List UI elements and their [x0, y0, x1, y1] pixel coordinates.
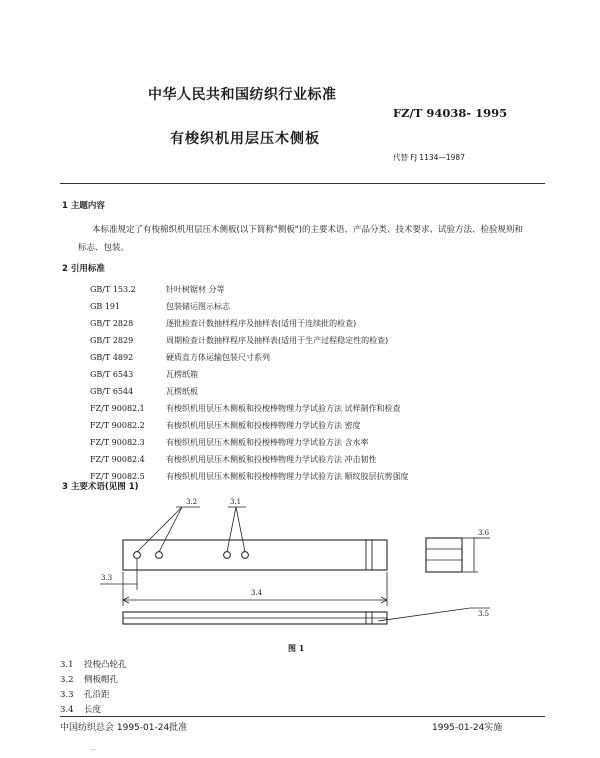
side-board-end-view: [426, 538, 462, 572]
reference-code: GB/T 153.2: [90, 285, 136, 294]
issuing-organization: 中华人民共和国纺织行业标准: [148, 87, 337, 103]
figure-caption: 图 1: [288, 643, 305, 653]
reference-title: 周期检查计数抽样程序及抽样表(适用于生产过程稳定性的检查): [166, 336, 389, 345]
replaces-note: 代替 FJ 1134—1987: [393, 153, 465, 162]
reference-code: FZ/T 90082.4: [90, 455, 145, 464]
approval-note: 中国纺织总会 1995-01-24批准: [60, 723, 188, 733]
label-leader-lines: [137, 507, 246, 552]
term-number: 3.3: [60, 690, 74, 700]
reference-code: GB/T 4892: [90, 353, 134, 362]
reference-title: 针叶树锯材 分等: [166, 285, 225, 294]
effective-date: 1995-01-24实施: [432, 723, 503, 733]
reference-code: FZ/T 90082.2: [90, 421, 145, 430]
document-title: 有梭织机用层压木侧板: [170, 131, 320, 147]
reference-title: 包装储运图示标志: [166, 302, 230, 311]
width-dimension: [462, 538, 490, 572]
footer-divider: [60, 716, 545, 717]
term-item: [60, 688, 110, 700]
label-3-1: 3.1: [230, 498, 242, 506]
cap-hole-icon: [134, 552, 163, 559]
term-label: 孔沿距: [84, 690, 110, 700]
reference-title: 逐批检查计数抽样程序及抽样表(适用于连续批的检查): [166, 319, 357, 328]
reference-title: 瓦楞纸箱: [166, 370, 198, 379]
label-3-4: 3.4: [251, 589, 263, 597]
cam-hole-icon: [224, 552, 249, 559]
thickness-leader: [378, 608, 490, 621]
term-item: [60, 673, 118, 685]
term-number: 3.2: [60, 675, 74, 685]
reference-code: GB/T 6543: [90, 370, 134, 379]
label-3-5: 3.5: [478, 610, 490, 618]
standard-code: FZ/T 94038- 1995: [393, 106, 508, 120]
section-1-heading: 1 主题内容: [62, 201, 105, 211]
reference-title: 有梭织机用层压木侧板和投梭棒物理力学试验方法 顺纹胶层抗剪强度: [166, 472, 409, 481]
term-item: [60, 658, 127, 670]
reference-title: 有梭织机用层压木侧板和投梭棒物理力学试验方法 密度: [166, 421, 361, 430]
reference-code: GB/T 6544: [90, 387, 134, 396]
term-label: 侧板帽孔: [84, 675, 119, 685]
reference-code: GB/T 2829: [90, 336, 134, 345]
side-board-side-view: [123, 612, 387, 624]
reference-code: GB 191: [90, 302, 121, 311]
label-3-2: 3.2: [186, 498, 198, 506]
term-item: [60, 703, 101, 715]
section-1-text: 本标准规定了有梭棉织机用层压木侧板(以下简称"侧板")的主要术语、产品分类、技术要求、试验方法、检验规则和标志、包装。: [78, 225, 523, 253]
reference-code: FZ/T 90082.1: [90, 404, 145, 413]
reference-code: GB/T 2828: [90, 319, 134, 328]
term-label: 长度: [84, 705, 102, 715]
section-3-heading: 3 主要术语(见图 1): [62, 482, 139, 492]
label-3-3: 3.3: [101, 574, 113, 582]
term-label: 投梭凸轮孔: [84, 660, 127, 670]
reference-code: FZ/T 90082.5: [90, 472, 145, 481]
reference-title: 瓦楞纸板: [166, 387, 198, 396]
term-number: 3.4: [60, 705, 74, 715]
reference-title: 有梭织机用层压木侧板和投梭棒物理力学试验方法 试样制作和检查: [166, 404, 401, 413]
term-number: 3.1: [60, 660, 74, 670]
reference-title: 有梭织机用层压木侧板和投梭棒物理力学试验方法 冲击韧性: [166, 455, 377, 464]
section-2-heading: 2 引用标准: [62, 264, 105, 274]
reference-title: 有梭织机用层压木侧板和投梭棒物理力学试验方法 含水率: [166, 438, 369, 447]
reference-code: FZ/T 90082.3: [90, 438, 145, 447]
label-3-6: 3.6: [478, 529, 490, 537]
reference-title: 硬质直方体运输包装尺寸系列: [166, 353, 270, 362]
page-marks: …: [90, 744, 97, 752]
